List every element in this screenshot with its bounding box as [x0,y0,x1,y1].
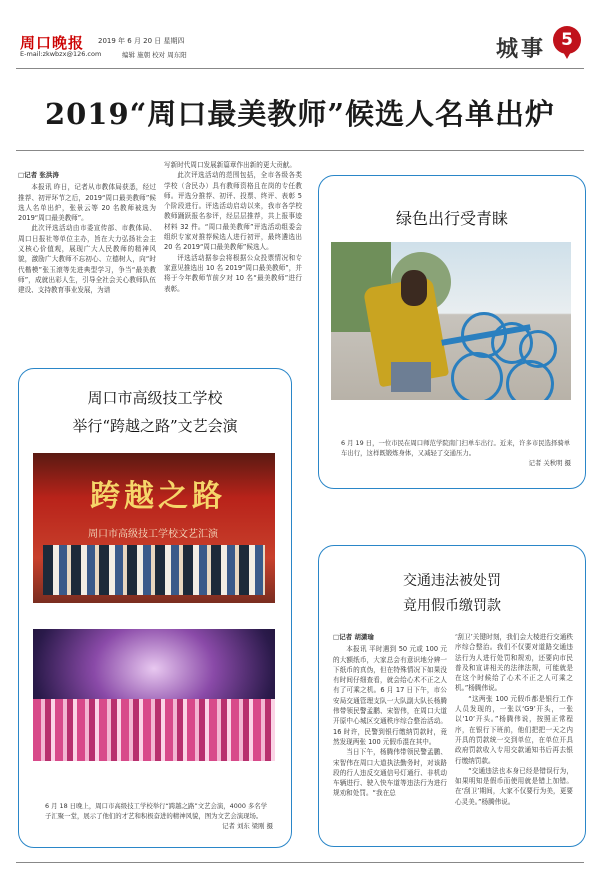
footer-divider [16,862,584,863]
school-caption [45,801,273,831]
traffic-paragraph: 当日下午，杨腾伟带领民警孟鹏、宋智伟在周口大道执法勤务时，对该路段的行人违反交通信号灯通行、非机动车辆进行、驶入快车道等违法行为进行规劝和处罚。“我在总 [333,748,447,798]
editor-credits: 编辑 施朝 校对 周东阳 [122,51,187,59]
lead-paragraph: 本报讯 昨日，记者从市教体局获悉，经过推荐、初评环节之后，2019“周口最美教师”候选人名单出炉，张景云等 20 名教师被选为 2019“周口最美教师”。 [18,183,156,223]
traffic-column-2 [455,632,573,838]
banner-calligraphy: 跨越之路 [90,479,226,514]
school-title-line2: 举行“跨越之路”文艺会演 [72,417,238,435]
green-travel-caption [341,438,571,468]
dancers-shape [33,699,275,761]
masthead [0,0,600,68]
section-name: 城事 [496,36,547,62]
headline-divider [16,150,584,151]
bike-wheel-shape [451,352,503,400]
bike-photo [331,242,571,400]
lead-paragraph: 此次评选活动的范围包括，全市各级各类学校（含民办）具有教师资格且在岗的专任教师。评选分推荐、初评、投票、终评、表彰 5 个阶段进行。评选活动启动以来，我市各学校教师踊跃报名参评，经层层推荐，共上报事迹材料 32 件。“周口最美教师”评选活动组委会组织专家对推荐候选人进行初评，最终遴选出 20 名 2019“周口最美教师”候选人。 [164,171,302,252]
performers-shape [43,545,265,595]
person-shorts-shape [391,362,431,392]
main-headline: 2019“周口最美教师”候选人名单出炉 [44,97,556,131]
traffic-violation-box [318,545,586,847]
school-title-line1: 周口市高级技工学校 [87,389,223,407]
person-hair-shape [401,270,427,306]
stage-banner: 周口市高级技工学校文艺汇演 [88,529,218,540]
traffic-paragraph: ‘刮卫’关键时刻，我们会大棱进行交通秩序综合整治。我们不仅要对道路交通违法行为人进行处罚和规劝，还要向市民普及和宣讲相关的法律法规，可能就是在这个时候给了心术不正之人可乘之机。”杨腾伟说。 [455,633,573,693]
photo-credit: 记者 刘东 梁刚 摄 [222,822,273,830]
header-divider [16,68,584,69]
traffic-paragraph: “这两张 100 元假币都是银行工作人员发现的，一张以‘G9’开头，一张以‘10’开头。”杨腾伟说，按照正常程序，在银行下班前，他们把把一天之内开具的罚款统一交到单位，在单位开具政府罚款收入专用交款通知书后再去银行缴纳罚款。 [455,694,573,765]
lead-paragraph: 写新时代周口发展新篇章作出新的更大贡献。 [164,161,296,169]
stage-photo-1 [33,453,275,603]
issue-date: 2019 年 6 月 20 日 星期四 [98,37,185,45]
traffic-paragraph: “交通违法也本身已经是错误行为，如果明知是假币而使用就是错上加错。在‘刮卫’期间，大家不仅要行为美，更要心灵美。”杨腾伟说。 [455,766,573,806]
caption-text: 6 月 19 日，一位市民在周口师范学院南门扫单车出行。近来，许多市民选择骑单车出行，这样既锻炼身体，又减轻了交通压力。 [341,439,571,457]
traffic-title-line2: 竟用假币缴罚款 [403,598,501,614]
caption-text: 6 月 18 日晚上，周口市高级技工学校举行“跨越之路”文艺会演，4000 多名学子汇聚一堂，展示了他们的才艺和积极奋进的精神风貌，图为文艺会演现场。 [45,802,268,820]
lead-byline: □记者 张洪涛 [18,171,59,179]
lead-paragraph: 评选活动据参会将根据公众投票情况和专家意见推选出 10 名 2019“周口最美教师”，并将于今年教师节前夕对 10 名“最美教师”进行表彰。 [164,253,302,293]
green-travel-title: 绿色出行受青睐 [395,209,508,228]
stage-photo-2 [33,629,275,761]
school-performance-box [18,368,292,848]
traffic-title-line1: 交通违法被处罚 [403,573,501,589]
contact-email[interactable]: E-mail:zkwbzx@126.com [20,50,102,58]
newspaper-logo: 周口晚报 [20,34,85,52]
lead-paragraph: 此次评选活动由市委宣传部、市教体局、周口日报社等单位主办，旨在大力弘扬社会主义核心价值观，展现广大人民教师的精神风貌，激励广大教师不忘初心、立德树人，向“时代楷模”张玉滚等先进典型学习，争当“最美教师”，成就出彩人生，引导全社会关心教师队伍建设、支持教育事业发展，为谱 [18,224,156,295]
green-travel-box [318,175,586,489]
traffic-column-1 [333,632,447,838]
lead-article-column-1 [18,170,156,360]
traffic-byline: □记者 胡潇瑜 [333,633,374,641]
photo-credit: 记者 关秋明 摄 [528,459,571,467]
traffic-paragraph: 本报讯 平时遇到 50 元或 100 元的大额纸币，大家总会有意识地分辨一下纸币的真伪，但在特殊情况下如果没有时间仔细查看，就会给心术不正之人有了可乘之机。6 月 17 日下午，市公安局交通管理支队一大队副大队长杨腾伟带领民警孟鹏、宋智伟，在周口大道开原中心城区交通秩序综合整治活动。16 时许，民警到银行缴纳罚款时，竟然发现两张 100 元假币混在其中。 [333,645,447,746]
lead-article-column-2 [164,160,302,355]
bike-wheel-shape [506,360,554,400]
page-number-badge: 5 [553,26,581,54]
